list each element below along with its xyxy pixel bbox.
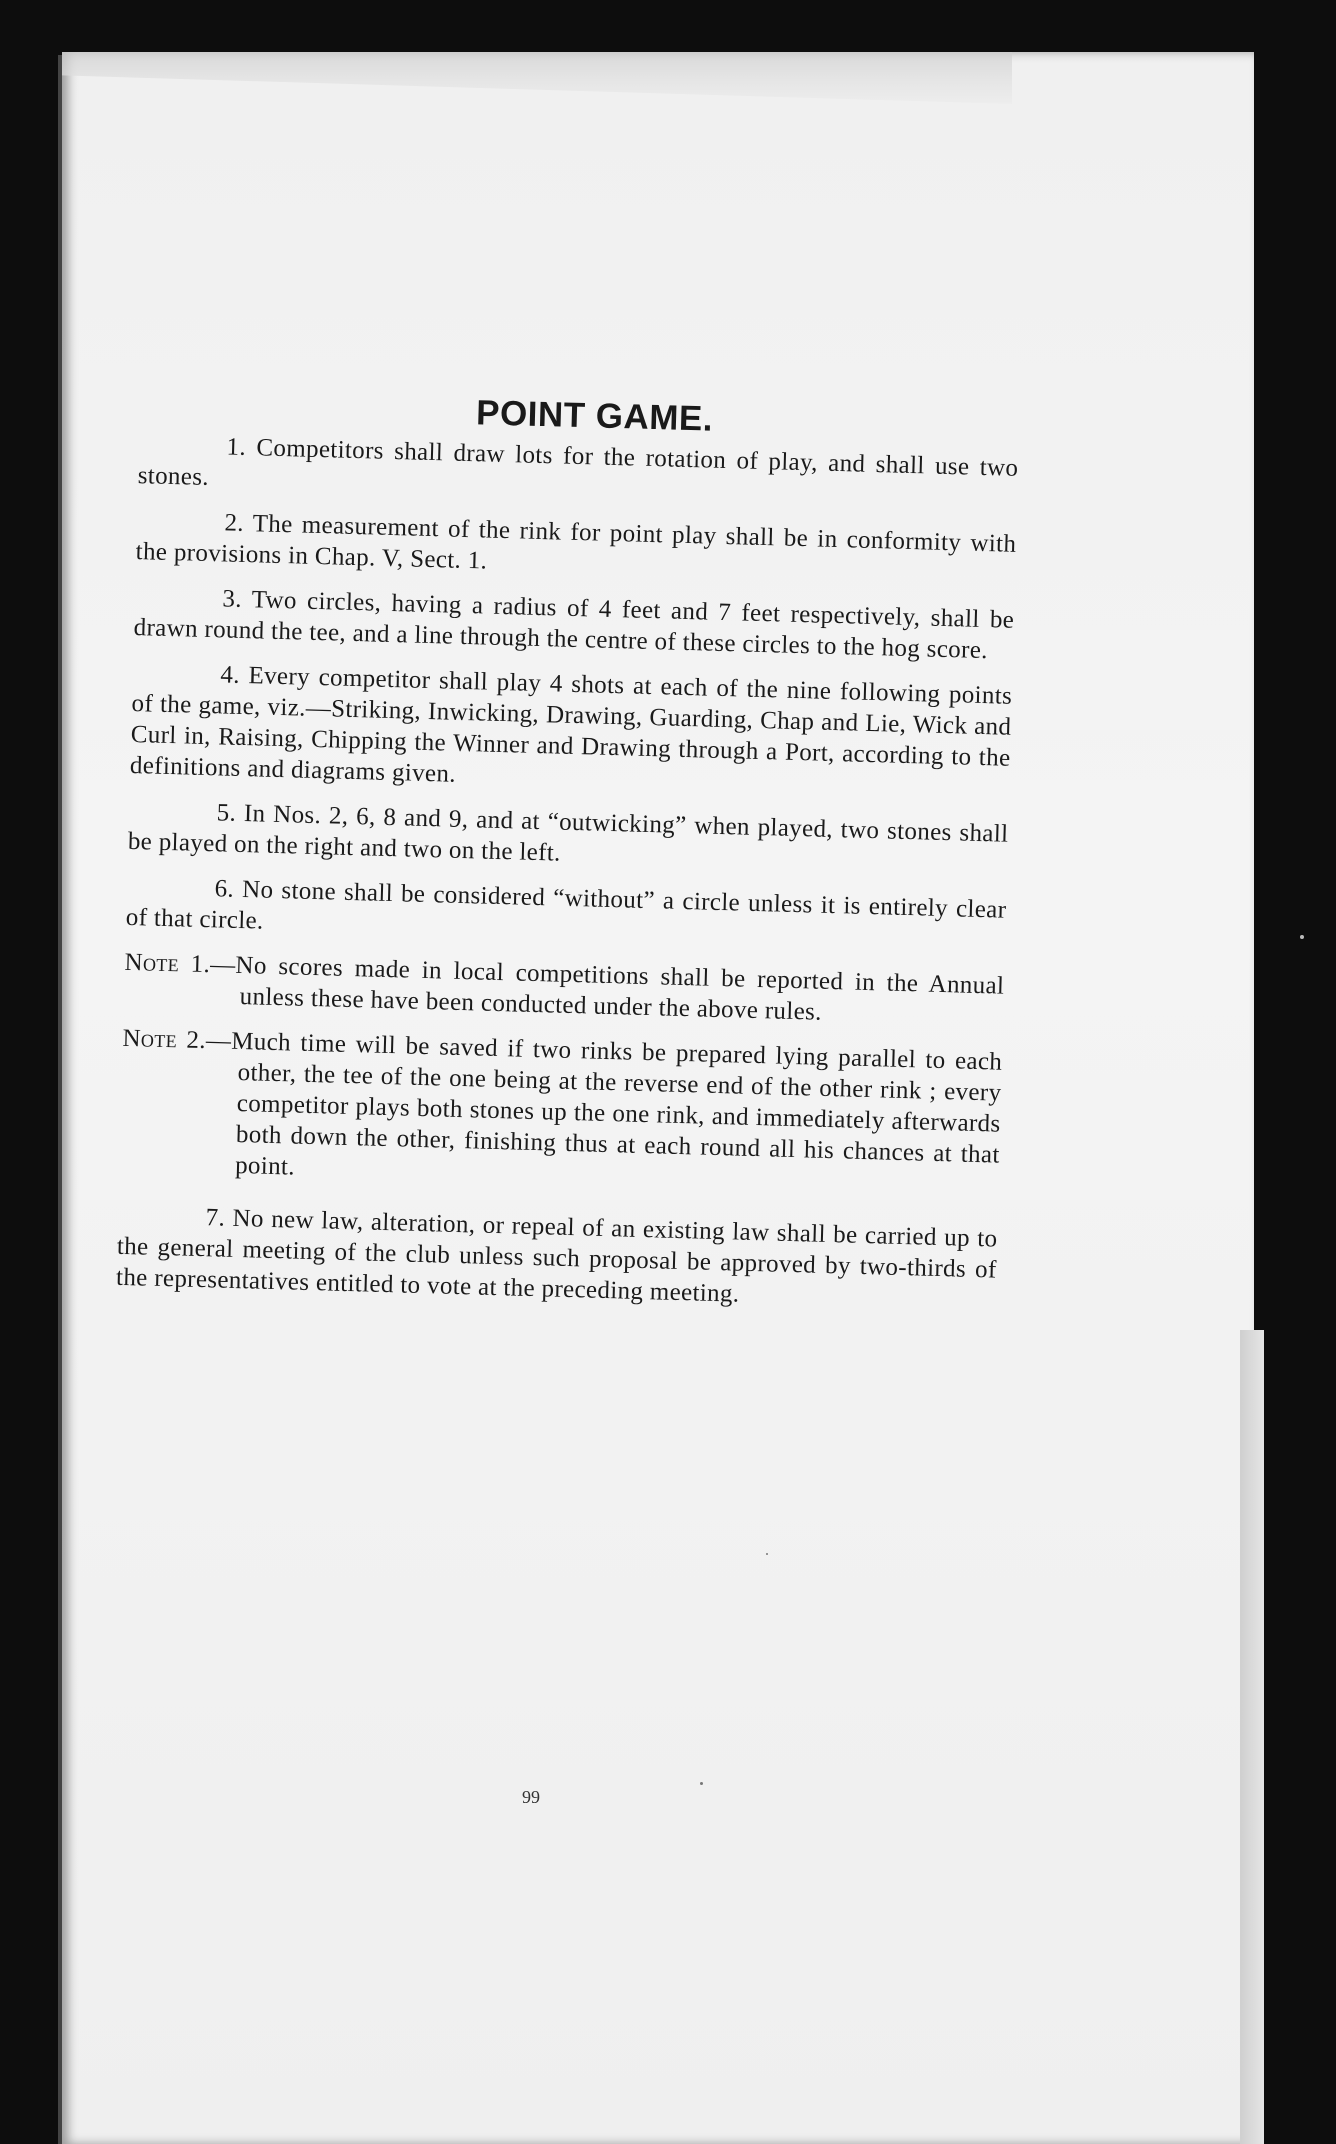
note-1 [123,947,1004,1033]
rule-paragraph-4: 4. Every competitor shall play 4 shots at each of the nine following points of the game, viz.—Striking, Inwicking, Drawing, Guarding, Chap and Lie, Wick and Curl in, Raising, Chipping the Winner and Drawing through a Port, according to the definitions and diagrams given. [129,661,1013,788]
page-number: 99 [522,1787,540,1807]
note-2-label: Note 2. [122,1024,207,1055]
rule-paragraph-6: 6. No stone shall be considered “without” a circle unless it is entirely clear of that circle. [125,875,1007,935]
page-fore-edge [1240,1330,1264,2144]
rule-paragraph-3: 3. Two circles, having a radius of 4 feet and 7 feet respectively, shall be drawn round the tee, and a line through the centre of these circles to the hog score. [133,585,1015,665]
note-1-text: —No scores made in local competitions shall be reported in the Annual unless these have been conducted under the above rules. [209,951,1005,1026]
rule-paragraph-1: 1. Competitors shall draw lots for the rotation of play, and shall use two stones. [137,433,1019,491]
paper-speck [1300,935,1304,939]
note-2-text: —Much time will be saved if two rinks be prepared lying parallel to each other, the tee of the one being at the reverse end of the other rink ; every competitor plays both stones up the one rink, and immediately afterwards both down the other, finishing thus at each round all his chances at that point. [205,1027,1003,1181]
page-title: POINT GAME. [475,393,714,439]
paper-speck [766,1553,768,1555]
note-2 [119,1023,1003,1202]
rule-paragraph-7: 7. No new law, alteration, or repeal of an existing law shall be carried up to the general meeting of the club unless such proposal be approved by two-thirds of the representatives entitled to vote at the preceding meeting. [115,1204,998,1308]
paper-speck [700,1782,703,1785]
rule-paragraph-2: 2. The measurement of the rink for point play shall be in conformity with the provisions in Chap. V, Sect. 1. [135,509,1017,575]
rule-paragraph-5: 5. In Nos. 2, 6, 8 and 9, and at “outwicking” when played, two stones shall be played on the right and two on the left. [127,799,1009,867]
note-1-label: Note 1. [124,948,211,979]
page-text [115,388,1020,1330]
